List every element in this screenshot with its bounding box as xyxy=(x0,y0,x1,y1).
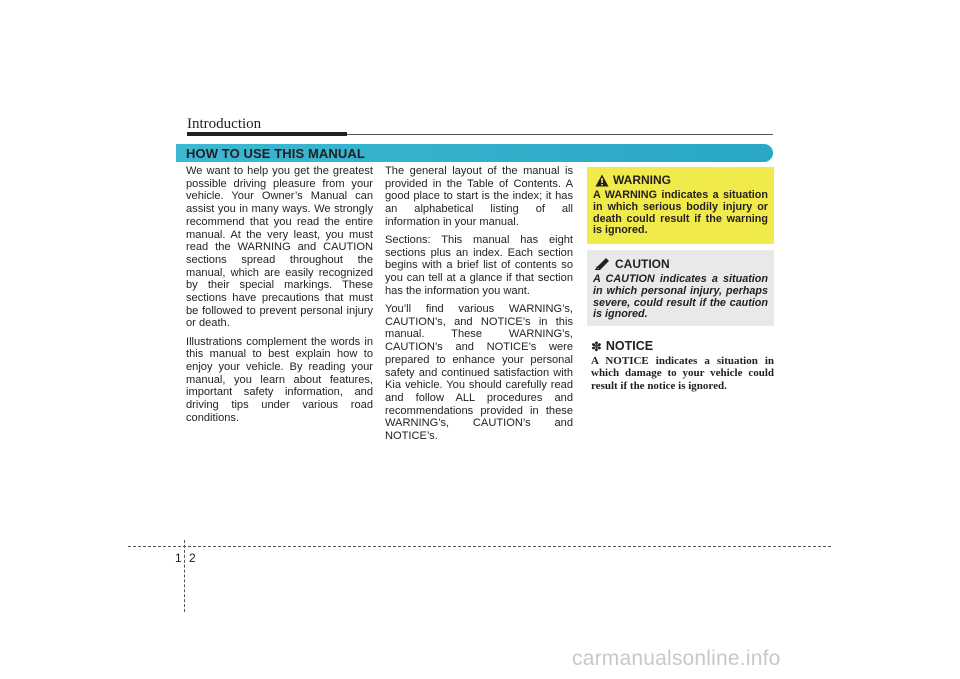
page-number: 2 xyxy=(189,551,196,565)
text-column-2 xyxy=(385,165,573,448)
paragraph: The general layout of the manual is provided in the Table of Contents. A good place to start is the index; it has an alphabetical listing of all information in your manual. xyxy=(385,165,573,228)
paragraph: We want to help you get the greatest possible driving pleasure from your vehicle. Your Owner’s Manual can assist you in many ways. We strongly recommend that you read the entire manual. At the very least, you must read the WARNING and CAUTION sections spread throughout the manual, which are easily recognized by their special markings. These sections have precautions that must be followed to prevent personal injury or death. xyxy=(186,165,373,330)
paragraph: Sections: This manual has eight sections plus an index. Each section begins with a brief list of contents so you can tell at a glance if that section has the information you want. xyxy=(385,234,573,297)
caution-box xyxy=(587,250,774,326)
paragraph: You’ll find various WARNING’s, CAUTION’s, and NOTICE’s in this manual. These WARNING’s, CAUTION’s and NOTICE’s were prepared to enhance your personal safety and continued satisfaction with Kia vehicle. You should carefully read and follow ALL procedures and recommendations provided in these WARNING’s, CAUTION’s and NOTICE’s. xyxy=(385,303,573,443)
notice-header xyxy=(591,339,653,353)
footer-rule xyxy=(128,546,831,547)
caution-label: CAUTION xyxy=(615,257,670,271)
warning-header xyxy=(595,173,768,187)
header-accent-rule xyxy=(187,132,347,136)
text-column-1 xyxy=(186,165,373,430)
notice-text: A NOTICE indicates a situation in which damage to your vehicle could result if the notice is ignored. xyxy=(591,355,774,392)
caution-text: A CAUTION indicates a situation in which personal injury, perhaps severe, could result if the caution is ignored. xyxy=(593,273,768,321)
watermark: carmanualsonline.info xyxy=(572,647,781,670)
page-chapter-number: 1 xyxy=(175,551,182,565)
warning-text: A WARNING indicates a situation in which serious bodily injury or death could result if the warning is ignored. xyxy=(593,189,768,237)
notice-star-icon: ✽ xyxy=(591,338,602,354)
section-title: HOW TO USE THIS MANUAL xyxy=(186,146,365,161)
chapter-title: Introduction xyxy=(187,116,262,132)
warning-box xyxy=(587,167,774,244)
paragraph: Illustrations complement the words in this manual to best explain how to enjoy your vehicle. By reading your manual, you learn about features, important safety information, and driving tips under various road conditions. xyxy=(186,335,373,424)
caution-pen-icon xyxy=(595,258,610,270)
footer-divider xyxy=(184,540,185,612)
caution-header xyxy=(595,257,768,271)
warning-triangle-icon xyxy=(595,174,609,187)
warning-label: WARNING xyxy=(613,173,671,187)
notice-label: NOTICE xyxy=(605,339,654,353)
